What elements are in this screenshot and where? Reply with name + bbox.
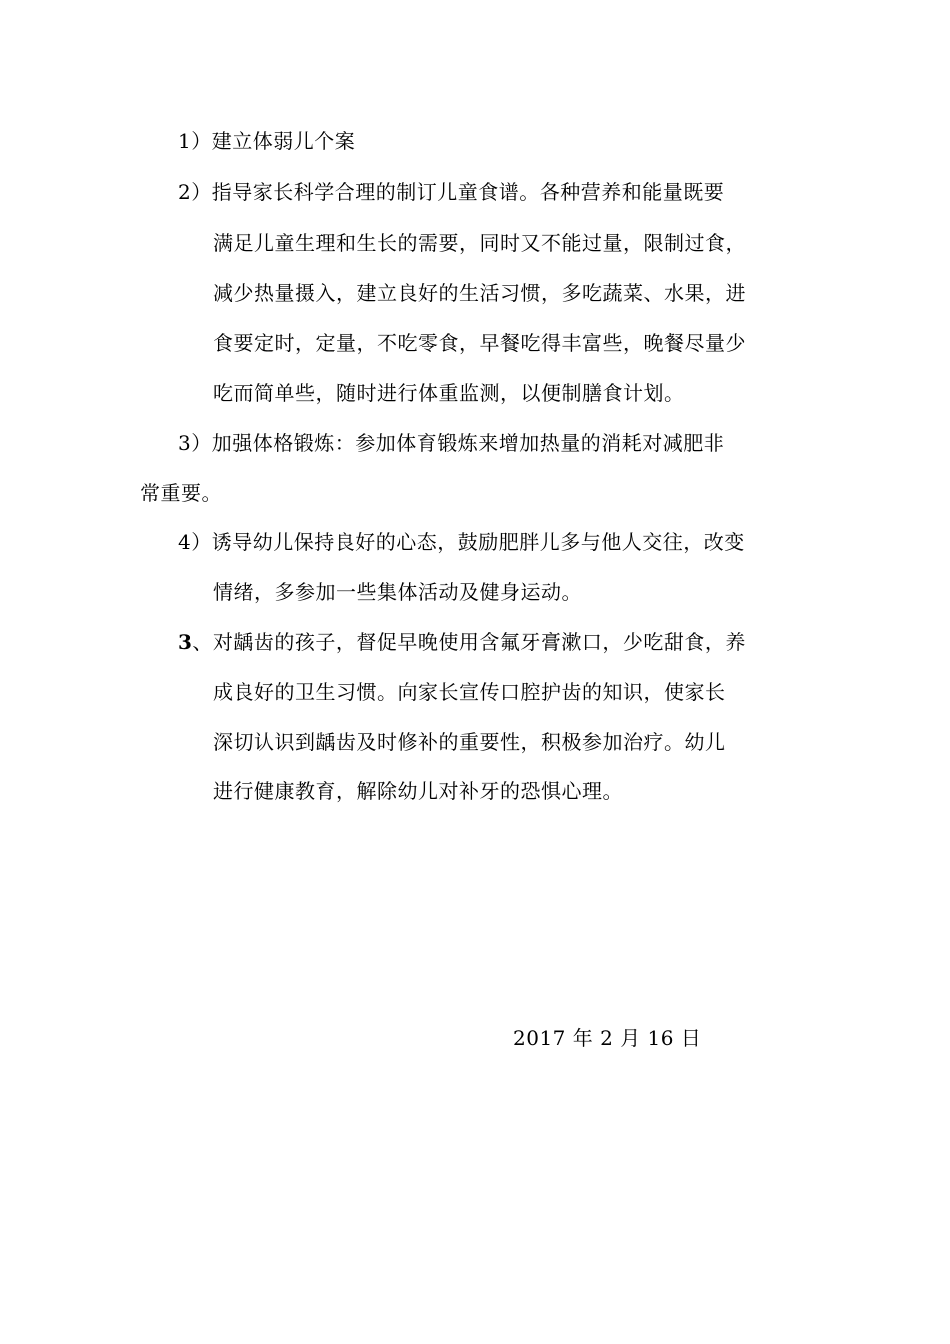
item-2-line-3: 减少热量摄入，建立良好的生活习惯，多吃蔬菜、水果，进 [213, 281, 746, 305]
document-date: 2017 年 2 月 16 日 [513, 1026, 702, 1050]
item-2-line-4: 食要定时，定量，不吃零食，早餐吃得丰富些，晚餐尽量少 [213, 331, 746, 355]
section-3-line-4: 进行健康教育，解除幼儿对补牙的恐惧心理。 [213, 779, 623, 803]
item-3-line-1: 3）加强体格锻炼：参加体育锻炼来增加热量的消耗对减肥非 [178, 431, 725, 455]
item-1-line: 1）建立体弱儿个案 [178, 129, 356, 153]
item-2-line-5: 吃而简单些，随时进行体重监测，以便制膳食计划。 [213, 381, 685, 405]
item-2-line-2: 满足儿童生理和生长的需要，同时又不能过量，限制过食， [213, 231, 746, 255]
item-4-line-1: 4）诱导幼儿保持良好的心态，鼓励肥胖儿多与他人交往，改变 [178, 530, 745, 554]
section-3-number: 3 [178, 630, 193, 654]
item-4-line-2: 情绪，多参加一些集体活动及健身运动。 [213, 580, 582, 604]
item-2-line-1: 2）指导家长科学合理的制订儿童食谱。各种营养和能量既要 [178, 180, 725, 204]
item-3-line-2: 常重要。 [140, 481, 222, 505]
section-3-line-1 [178, 629, 746, 655]
section-3-line-2: 成良好的卫生习惯。向家长宣传口腔护齿的知识，使家长 [213, 680, 726, 704]
section-3-line-3: 深切认识到龋齿及时修补的重要性，积极参加治疗。幼儿 [213, 730, 726, 754]
section-3-line-1-text: 、对龋齿的孩子，督促早晚使用含氟牙膏漱口，少吃甜食，养 [192, 630, 746, 654]
